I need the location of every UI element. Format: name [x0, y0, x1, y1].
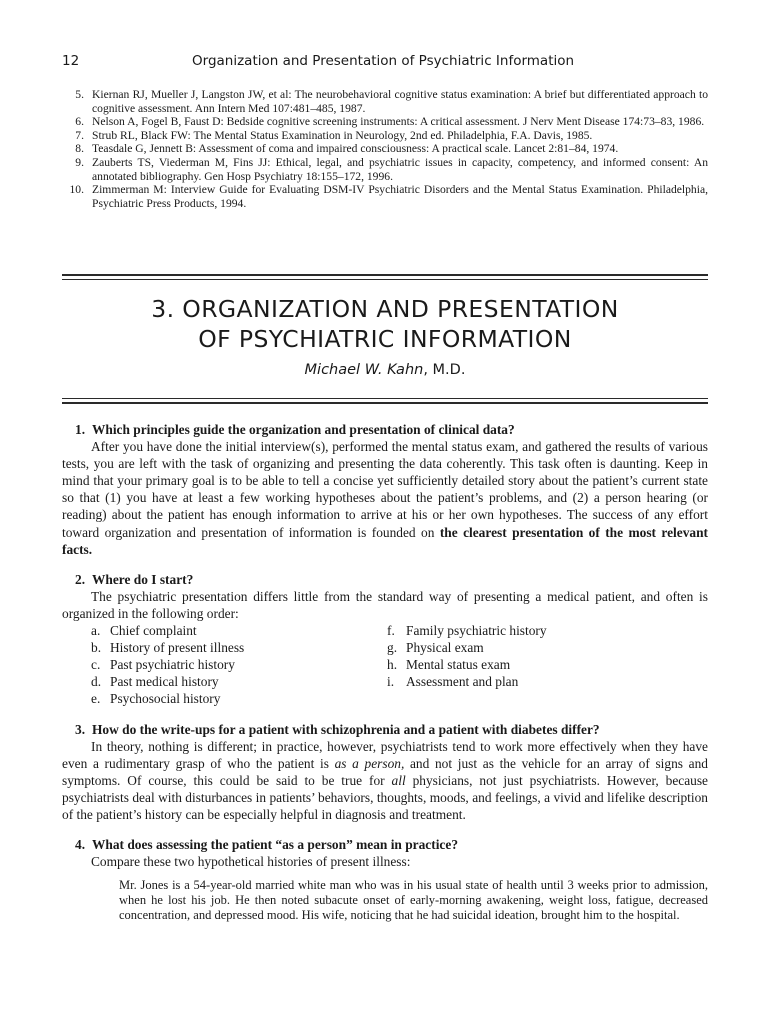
- question-block: [62, 421, 708, 558]
- answer-paragraph: The psychiatric presentation differs little from the standard way of presenting a medical patient, and often is organized in the following order:: [62, 588, 708, 621]
- reference-list: [62, 88, 708, 210]
- question-heading: [62, 571, 708, 588]
- question-text: How do the write-ups for a patient with schizophrenia and a patient with diabetes differ?: [92, 721, 600, 737]
- list-item-letter: c.: [91, 657, 101, 673]
- reference-number: 7.: [75, 128, 84, 142]
- chapter-rule-top-thin: [62, 279, 708, 280]
- question-number: 1.: [75, 422, 86, 437]
- question-number: 2.: [75, 571, 86, 587]
- reference-item: [62, 183, 708, 210]
- answer-text: In theory, nothing is different; in practice, however, psychiatrists tend to work more effectively when they have even a rudimentary grasp of who the patient is: [62, 738, 708, 771]
- list-item: [387, 656, 687, 673]
- list-item: [91, 622, 387, 639]
- question-number: 3.: [75, 721, 86, 737]
- reference-number: 8.: [75, 142, 84, 156]
- reference-text: Zauberts TS, Viederman M, Fins JJ: Ethical, legal, and psychiatric issues in capacity, competency, and informed consent: An annotated bibliography. Gen Hosp Psychiatry 18:155–172, 1996.: [92, 155, 708, 183]
- reference-number: 10.: [69, 183, 84, 197]
- answer-text: and not just as the vehicle for an array of signs and symptoms. Of course, this could be said to be true for: [62, 755, 708, 788]
- reference-item: [62, 88, 708, 115]
- reference-number: 9.: [75, 155, 84, 169]
- list-item-label: History of present illness: [110, 640, 245, 656]
- question-text: What does assessing the patient “as a person” mean in practice?: [92, 837, 459, 853]
- reference-number: 6.: [75, 115, 84, 129]
- list-item: [91, 690, 387, 707]
- reference-text: Teasdale G, Jennett B: Assessment of coma and impaired consciousness: A practical scale. Lancet 2:81–84, 1974.: [92, 142, 619, 156]
- answer-italic: all: [391, 772, 406, 788]
- chapter-rule-bottom-thin: [62, 398, 708, 399]
- question-text: Which principles guide the organization and presentation of clinical data?: [92, 422, 515, 437]
- question-block: [62, 836, 708, 923]
- list-item: [91, 673, 387, 690]
- answer-text: physicians, not just psychiatrists. However, because psychiatrists deal with disturbances in patients’ behaviors, thoughts, moods, and feelings, a vivid and lifelike description of the patient’s history can be especially helpful in diagnosis and treatment.: [62, 772, 708, 822]
- question-heading: [62, 421, 708, 438]
- answer-text: After you have done the initial interview(s), performed the mental status exam, and gathered the results of various tests, you are left with the task of organizing and presenting the data coherently. This task often is daunting. Keep in mind that your primary goal is to be able to tell a concise yet sufficiently detailed story about the patient’s current state so that (1) you have at least a few working hypotheses about the patient’s problems, and (2) a person hearing (or reading) about the patient has enough information to arrive at his or her own hypotheses. The success of any effort toward organization and presentation of information is founded on: [62, 439, 708, 540]
- answer-paragraph: [62, 438, 708, 558]
- list-item-letter: h.: [387, 657, 398, 673]
- reference-item: [62, 115, 708, 129]
- list-item-letter: a.: [91, 623, 101, 639]
- list-item: [91, 656, 387, 673]
- answer-emphasis: the clearest presentation of the most relevant facts.: [62, 524, 708, 557]
- question-number: 4.: [75, 837, 86, 853]
- answer-italic: as a person,: [334, 755, 405, 771]
- question-text: Where do I start?: [92, 571, 194, 587]
- list-item-label: Family psychiatric history: [406, 623, 547, 639]
- list-item: [387, 639, 687, 656]
- reference-item: [62, 156, 708, 183]
- list-item-label: Past medical history: [110, 674, 219, 690]
- list-item-label: Physical exam: [406, 640, 484, 656]
- question-block: [62, 721, 708, 824]
- reference-text: Kiernan RJ, Mueller J, Langston JW, et al: The neurobehavioral cognitive status examination: A brief but differentiated approach to cognitive assessment. Ann Intern Med 107:481–485, 1987.: [92, 88, 708, 115]
- running-head: [62, 53, 708, 73]
- chapter-rule-top-thick: [62, 274, 708, 276]
- running-title: Organization and Presentation of Psychiatric Information: [192, 53, 575, 69]
- reference-text: Strub RL, Black FW: The Mental Status Examination in Neurology, 2nd ed. Philadelphia, F.A. Davis, 1985.: [92, 128, 593, 142]
- reference-item: [62, 129, 708, 143]
- example-history-quote: Mr. Jones is a 54-year-old married white man who was in his usual state of health until 3 weeks prior to admission, when he lost his job. He then noted subacute onset of early-morning awakening, weight loss, fatigue, decreased concentration, and depressed mood. His wife, noticing that he had suicidal ideation, brought him to the hospital.: [119, 878, 708, 923]
- chapter-title: [62, 294, 708, 354]
- question-heading: [62, 721, 708, 738]
- list-item-letter: i.: [387, 674, 395, 690]
- chapter-author: [62, 362, 708, 378]
- question-heading: [62, 836, 708, 853]
- list-item-label: Chief complaint: [110, 623, 197, 639]
- reference-text: Nelson A, Fogel B, Faust D: Bedside cognitive screening instruments: A critical assessment. J Nerv Ment Disease 174:73–83, 1986.: [92, 115, 705, 129]
- author-degree: , M.D.: [423, 362, 466, 378]
- answer-paragraph: Compare these two hypothetical histories of present illness:: [91, 854, 411, 870]
- answer-paragraph: [62, 738, 708, 823]
- list-item-letter: g.: [387, 640, 398, 656]
- author-name: Michael W. Kahn: [304, 362, 424, 378]
- page-number: 12: [62, 53, 80, 69]
- list-item: [387, 673, 687, 690]
- presentation-order-list: [91, 622, 708, 707]
- list-item-letter: e.: [91, 691, 101, 707]
- list-item-letter: f.: [387, 623, 395, 639]
- reference-text: Zimmerman M: Interview Guide for Evaluating DSM-IV Psychiatric Disorders and the Mental Status Examination. Philadelphia, Psychiatric Press Products, 1994.: [92, 183, 708, 210]
- chapter-title-line-2: OF PSYCHIATRIC INFORMATION: [198, 325, 572, 353]
- list-item-label: Assessment and plan: [406, 674, 519, 690]
- chapter-title-line-1: 3. ORGANIZATION AND PRESENTATION: [151, 295, 619, 323]
- list-item-letter: d.: [91, 674, 102, 690]
- list-item-label: Mental status exam: [406, 657, 511, 673]
- reference-number: 5.: [75, 88, 84, 101]
- chapter-body: [62, 421, 708, 937]
- list-item: [91, 639, 387, 656]
- reference-item: [62, 142, 708, 156]
- list-item: [387, 622, 687, 639]
- question-block: [62, 571, 708, 708]
- list-item-label: Past psychiatric history: [110, 657, 235, 673]
- list-item-label: Psychosocial history: [110, 691, 221, 707]
- list-item-letter: b.: [91, 640, 102, 656]
- chapter-rule-bottom-thick: [62, 402, 708, 404]
